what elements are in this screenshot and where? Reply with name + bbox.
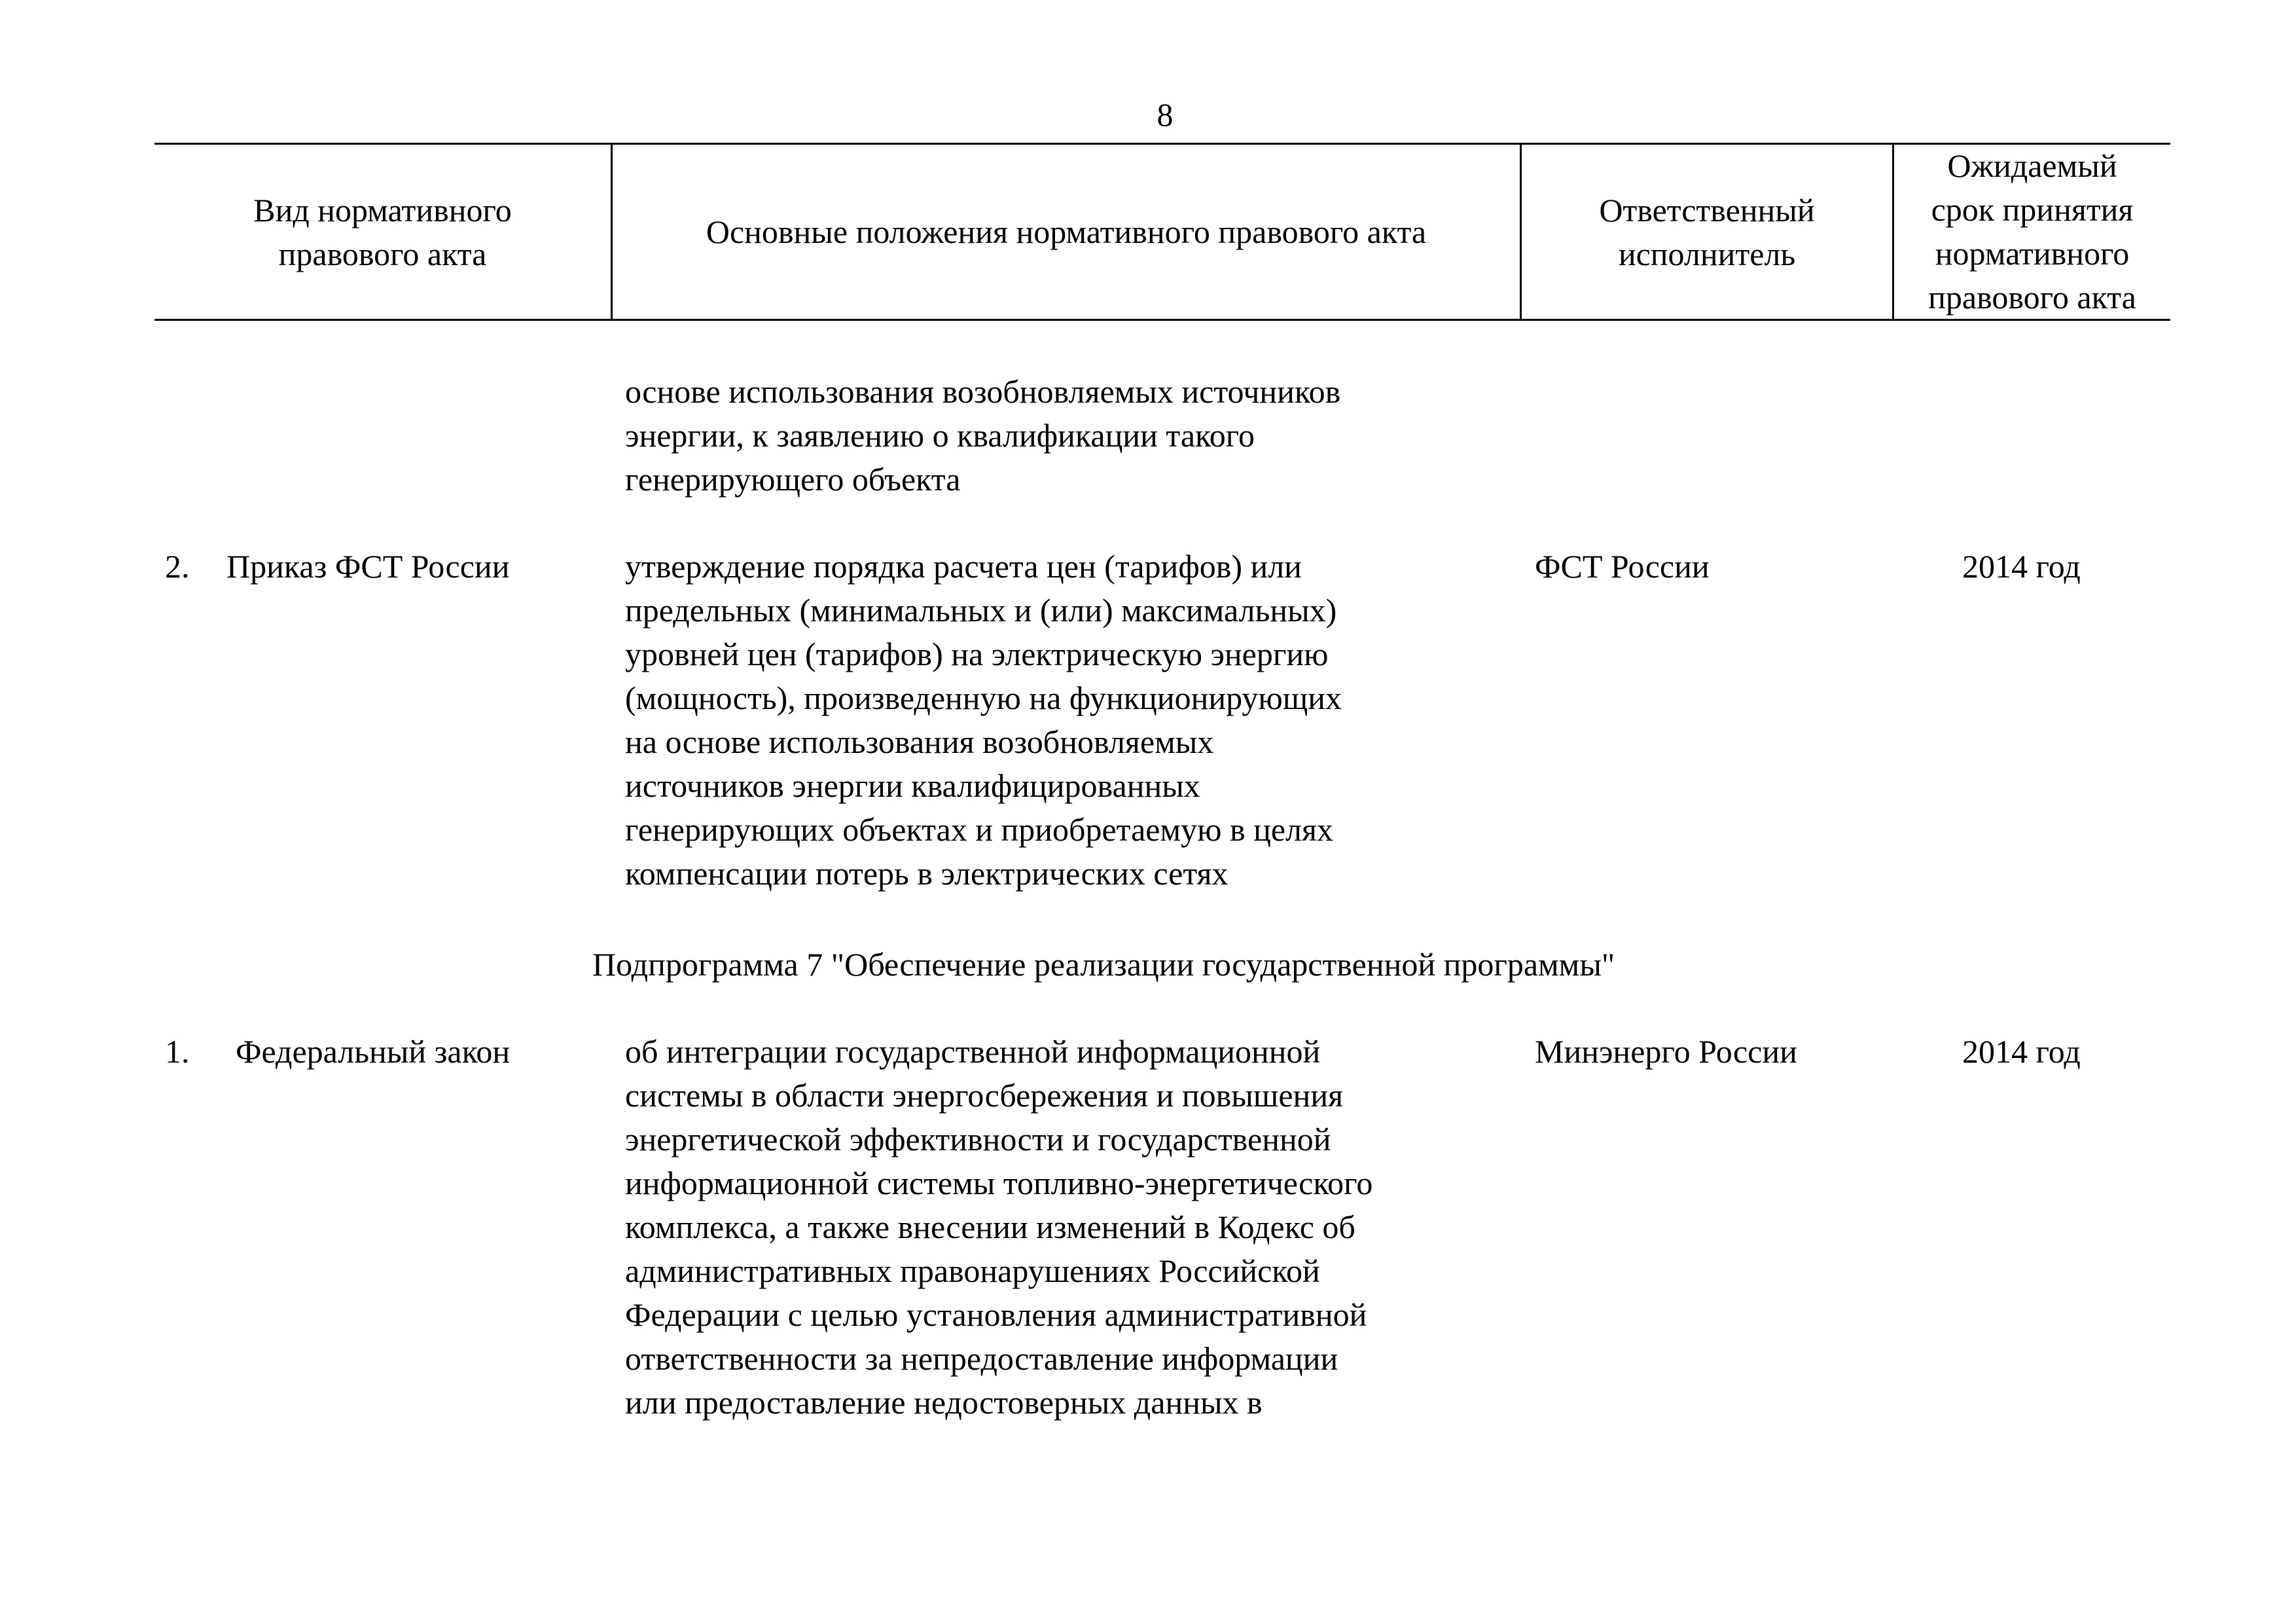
row-number: 1. — [165, 1033, 190, 1070]
header-col-deadline: Ожидаемый срок принятия нормативного правового акта — [1928, 147, 2136, 316]
row-act-type: Приказ ФСТ России — [226, 548, 510, 585]
header-col-type: Вид нормативного правового акта — [253, 192, 512, 272]
row-responsible: ФСТ России — [1535, 548, 1710, 585]
row-act-type: Федеральный закон — [236, 1033, 511, 1070]
header-top-rule — [154, 143, 2170, 145]
header-col-provisions: Основные положения нормативного правового акта — [706, 213, 1427, 250]
continuation-text: основе использования возобновляемых источников энергии, к заявлению о квалификации такого генерирующего объекта — [625, 373, 1341, 498]
row-responsible: Минэнерго России — [1535, 1033, 1797, 1070]
row-provisions: утверждение порядка расчета цен (тарифов) или предельных (минимальных и (или) максимальных) уровней цен (тарифов) на электрическую энергию (мощность), произведенную на функционирующих на основе использования возобновляемых источников энергии квалифицированных генерирующих объектах и приобретаемую в целях компенсации потерь в электрических сетях — [625, 548, 1342, 892]
row-provisions: об интеграции государственной информационной системы в области энергосбережения и повышения энергетической эффективности и государственной информационной системы топливно-энергетического комплекса, а также внесении изменений в Кодекс об административных правонарушениях Российской Федерации с целью установления административной ответственности за непредоставление информации или предоставление недостоверных данных в — [625, 1033, 1373, 1421]
row-deadline: 2014 год — [1962, 548, 2081, 585]
page-number: 8 — [1157, 96, 1174, 133]
header-bottom-rule — [154, 319, 2170, 321]
row-number: 2. — [165, 548, 190, 585]
subprogram-heading: Подпрограмма 7 "Обеспечение реализации государственной программы" — [592, 946, 1615, 983]
header-col-responsible: Ответственный исполнитель — [1599, 192, 1815, 272]
row-deadline: 2014 год — [1962, 1033, 2081, 1070]
